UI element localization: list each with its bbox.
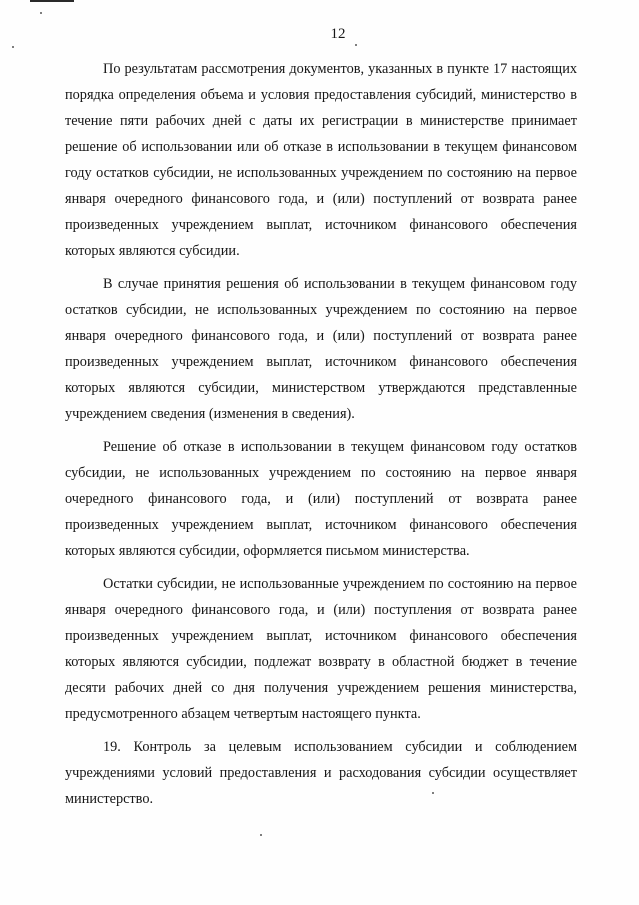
paragraph-approval-case: В случае принятия решения об использовании в текущем финансовом году остатков субсидии, не использованных учреждением по состоянию на первое января очередного финансового года, и (или) поступлений от возврата ранее произведенных учреждением выплат, источником финансового обеспечения которых являются субсидии, министерством утверждаются представленные учреждением сведения (изменения в сведения). <box>65 276 577 422</box>
scan-speck <box>40 12 42 14</box>
scan-edge-mark <box>30 0 74 2</box>
document-body <box>65 56 577 819</box>
scan-speck <box>12 46 14 48</box>
scan-speck <box>355 44 357 46</box>
scan-speck <box>260 834 262 836</box>
page-number: 12 <box>330 26 346 42</box>
paragraph-control-clause: 19. Контроль за целевым использованием субсидии и соблюдением учреждениями условий предоставления и расходования субсидии осуществляет министерство. <box>65 739 577 807</box>
paragraph-refund-obligation: Остатки субсидии, не использованные учреждением по состоянию на первое января очередного финансового года, и (или) поступления от возврата ранее произведенных учреждением выплат, источником финансового обеспечения которых являются субсидии, подлежат возврату в областной бюджет в течение десяти рабочих дней со дня получения учреждением решения министерства, предусмотренного абзацем четвертым настоящего пункта. <box>65 576 577 722</box>
paragraph-decision-deadline: По результатам рассмотрения документов, указанных в пункте 17 настоящих порядка определения объема и условия предоставления субсидий, министерство в течение пяти рабочих дней с даты их регистрации в министерстве принимает решение об использовании или об отказе в использовании в текущем финансовом году остатков субсидии, не использованных учреждением по состоянию на первое января очередного финансового года, и (или) поступлений от возврата ранее произведенных учреждением выплат, источником финансового обеспечения которых являются субсидии. <box>65 61 577 259</box>
paragraph-refusal-case: Решение об отказе в использовании в текущем финансовом году остатков субсидии, не использованных учреждением по состоянию на первое января очередного финансового года, и (или) поступлений от возврата ранее произведенных учреждением выплат, источником финансового обеспечения которых являются субсидии, оформляется письмом министерства. <box>65 439 577 559</box>
